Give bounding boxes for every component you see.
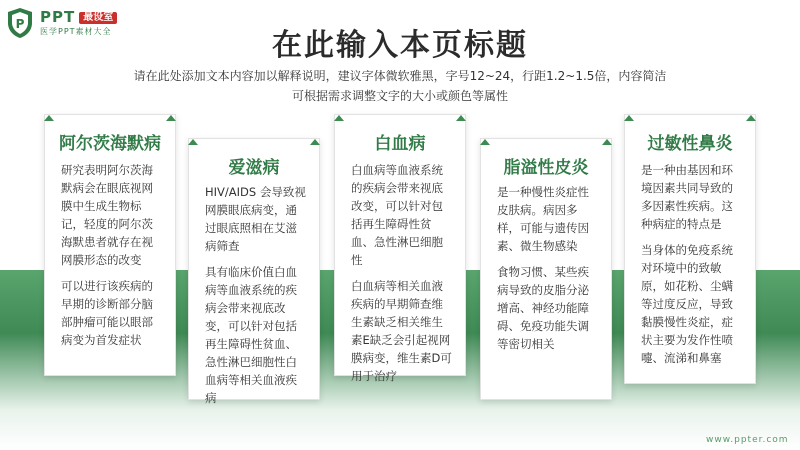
svg-text:P: P	[15, 17, 25, 31]
card-alzheimers	[44, 114, 176, 376]
card-title: 脂溢性皮炎	[503, 158, 589, 178]
card-corner-tab	[480, 139, 490, 145]
logo-brand: PPT	[40, 8, 76, 26]
card-paragraph: 食物习惯、某些疾病导致的皮脂分泌增高、神经功能障碍、免疫功能失调等密切相关	[497, 265, 589, 351]
card-corner-tab	[602, 139, 612, 145]
card-corner-tab	[310, 139, 320, 145]
card-seborrheic-dermatitis	[480, 138, 612, 400]
card-corner-tab	[624, 115, 634, 121]
card-title: 白血病	[374, 134, 426, 154]
card-title: 过敏性鼻炎	[647, 134, 733, 154]
card-corner-tab	[334, 115, 344, 121]
card-body	[61, 161, 163, 357]
card-title: 爱滋病	[228, 158, 280, 178]
card-paragraph: 是一种由基因和环境因素共同导致的多因素性疾病。这种病症的特点是	[641, 163, 733, 231]
card-leukemia	[334, 114, 466, 383]
logo-tagline: 医学PPT素材大全	[40, 27, 112, 36]
logo-badge: 最设室	[79, 12, 117, 24]
card-corner-tab	[44, 115, 54, 121]
card-paragraph: 当身体的免疫系统对环境中的致敏原，如花粉、尘螨等过度反应，导致黏膜慢性炎症，症状主要为发作性喷嚏、流涕和鼻塞	[641, 243, 733, 365]
subtitle-line-1: 请在此处添加文本内容加以解释说明，建议字体微软雅黑，字号12~24，行距1.2~1.5倍，内容简洁	[133, 69, 667, 83]
card-paragraph: 研究表明阿尔茨海默病会在眼底视网膜中生成生物标记，轻度的阿尔茨海默患者就存在视网膜形态的改变	[61, 163, 153, 267]
card-paragraph: 具有临床价值白血病等血液系统的疾病会带来视底改变，可以针对包括再生障碍性贫血、急性淋巴细胞性白血病等相关血液疾病	[205, 265, 297, 405]
card-allergic-rhinitis	[624, 114, 756, 384]
card-paragraph: 白血病等相关血液疾病的早期筛查维生素缺乏相关维生素E缺乏会引起视网膜病变，维生素D可用于治疗	[351, 279, 452, 383]
card-paragraph: 白血病等血液系统的疾病会带来视底改变，可以针对包括再生障碍性贫血、急性淋巴细胞性	[351, 163, 443, 267]
card-title: 阿尔茨海默病	[59, 134, 161, 154]
card-corner-tab	[456, 115, 466, 121]
card-corner-tab	[166, 115, 176, 121]
card-paragraph: 可以进行该疾病的早期的诊断部分脑部肿瘤可能以眼部病变为首发症状	[61, 279, 153, 347]
card-corner-tab	[188, 139, 198, 145]
card-corner-tab	[746, 115, 756, 121]
footer-url[interactable]: www.ppter.com	[706, 435, 789, 445]
card-body	[497, 183, 599, 361]
page-subtitle	[100, 66, 700, 106]
card-aids	[188, 138, 320, 405]
card-body	[205, 183, 307, 415]
card-body	[641, 161, 743, 375]
card-body	[351, 161, 453, 393]
page-title: 在此输入本页标题	[272, 28, 528, 63]
card-paragraph: HIV/AIDS 会导致视网膜眼底病变，通过眼底照相在艾滋病筛查	[205, 185, 306, 253]
card-paragraph: 是一种慢性炎症性皮肤病。病因多样，可能与遗传因素、微生物感染	[497, 185, 589, 253]
subtitle-line-2: 可根据需求调整文字的大小或颜色等属性	[291, 89, 508, 103]
